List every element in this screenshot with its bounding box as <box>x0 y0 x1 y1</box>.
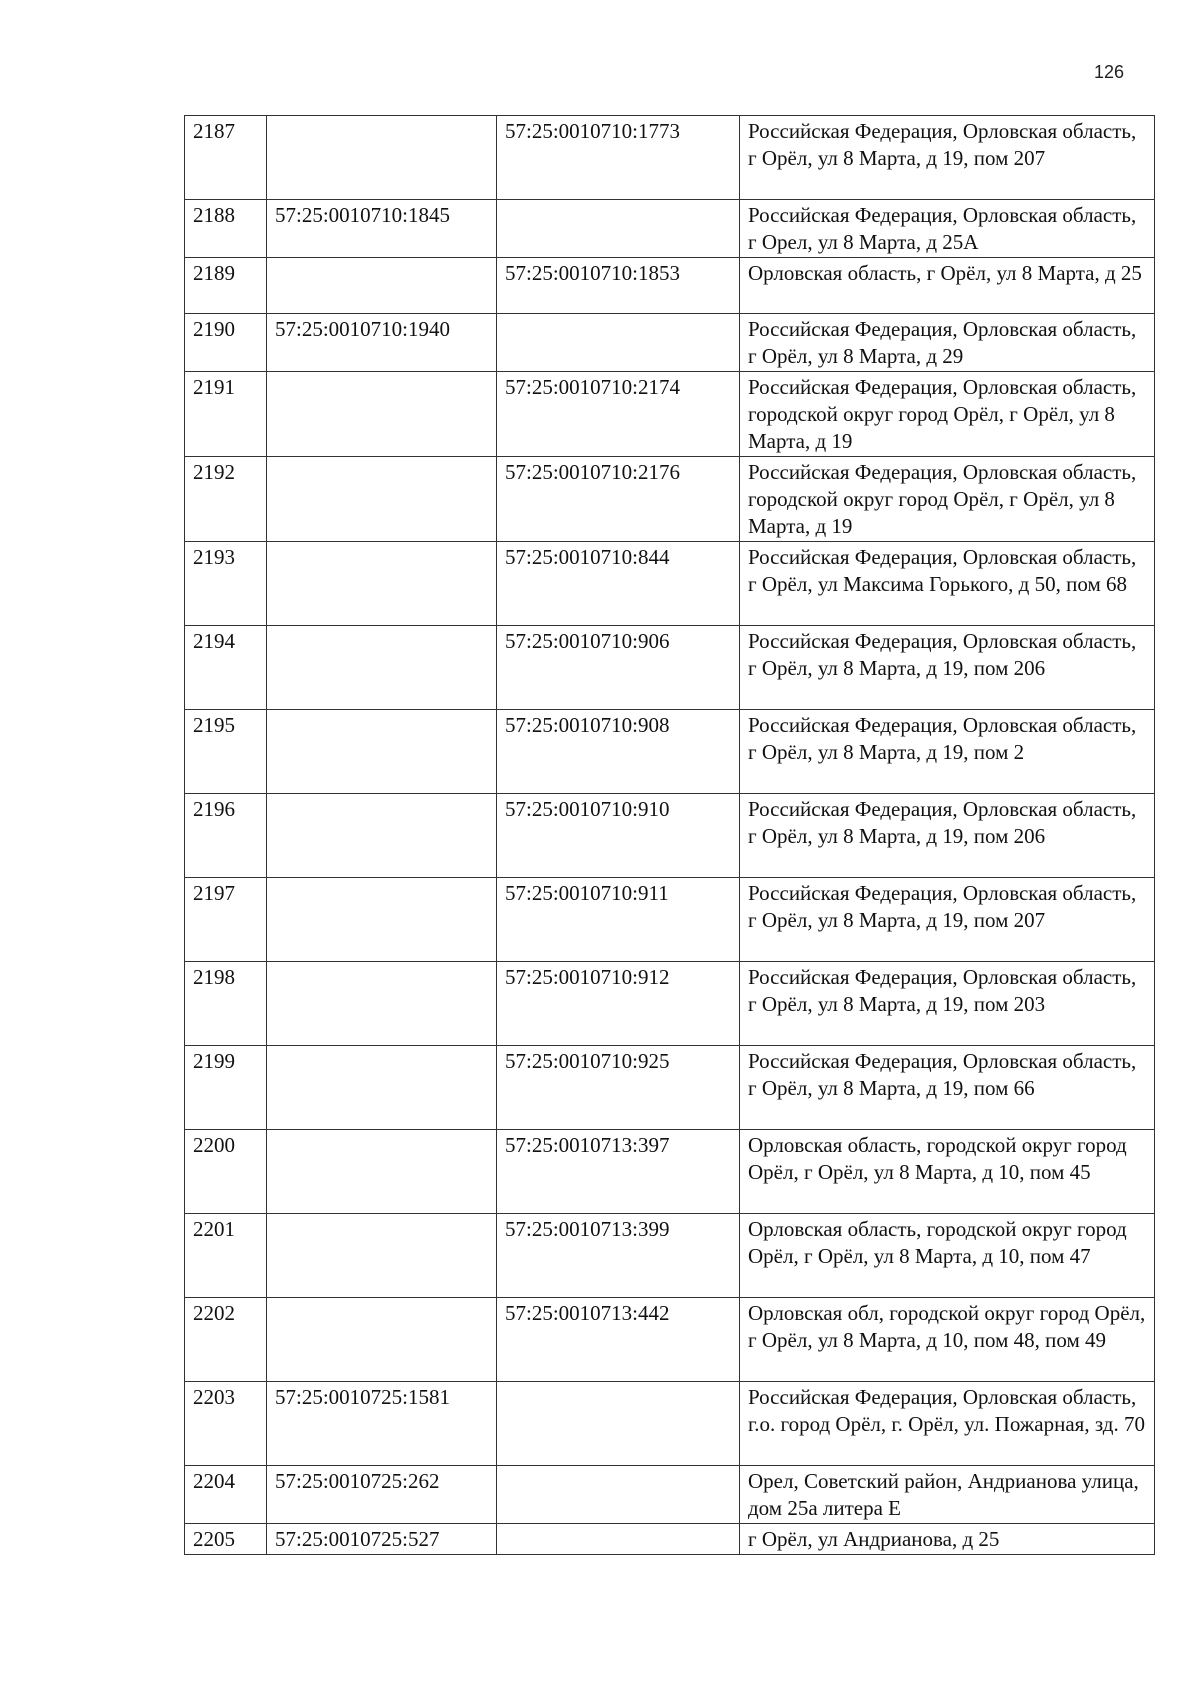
cadastral-number-land <box>267 1214 497 1298</box>
table-row <box>185 1382 1155 1466</box>
cadastral-number-object: 57:25:0010713:397 <box>497 1130 740 1214</box>
cadastral-number-land: 57:25:0010725:1581 <box>267 1382 497 1466</box>
address: Российская Федерация, Орловская область, г Орёл, ул 8 Марта, д 19, пом 207 <box>740 878 1155 962</box>
table-row <box>185 1214 1155 1298</box>
table-row <box>185 372 1155 457</box>
row-number: 2197 <box>185 878 267 962</box>
table-row <box>185 258 1155 314</box>
address: Российская Федерация, Орловская область, г Орёл, ул Максима Горького, д 50, пом 68 <box>740 542 1155 626</box>
cadastral-number-land: 57:25:0010710:1845 <box>267 200 497 258</box>
cadastral-number-land <box>267 878 497 962</box>
cadastral-number-object: 57:25:0010710:910 <box>497 794 740 878</box>
address: Орловская область, городской округ город Орёл, г Орёл, ул 8 Марта, д 10, пом 45 <box>740 1130 1155 1214</box>
table-row <box>185 457 1155 542</box>
table-row <box>185 626 1155 710</box>
cadastral-number-object <box>497 200 740 258</box>
table-row <box>185 200 1155 258</box>
row-number: 2189 <box>185 258 267 314</box>
table-row <box>185 794 1155 878</box>
address: Российская Федерация, Орловская область, г Орёл, ул 8 Марта, д 19, пом 66 <box>740 1046 1155 1130</box>
cadastral-number-land <box>267 258 497 314</box>
row-number: 2199 <box>185 1046 267 1130</box>
address: Российская Федерация, Орловская область, г Орёл, ул 8 Марта, д 19, пом 206 <box>740 626 1155 710</box>
cadastral-number-land: 57:25:0010710:1940 <box>267 314 497 372</box>
table-row <box>185 1298 1155 1382</box>
cadastral-number-object: 57:25:0010710:925 <box>497 1046 740 1130</box>
cadastral-number-land <box>267 794 497 878</box>
table-row <box>185 1046 1155 1130</box>
row-number: 2196 <box>185 794 267 878</box>
table-row <box>185 314 1155 372</box>
cadastral-number-object <box>497 1524 740 1555</box>
row-number: 2203 <box>185 1382 267 1466</box>
address: г Орёл, ул Андрианова, д 25 <box>740 1524 1155 1555</box>
address: Орловская область, г Орёл, ул 8 Марта, д 25 <box>740 258 1155 314</box>
table-row <box>185 1524 1155 1555</box>
cadastral-number-land <box>267 116 497 200</box>
address: Российская Федерация, Орловская область, г Орёл, ул 8 Марта, д 19, пом 203 <box>740 962 1155 1046</box>
address: Российская Федерация, Орловская область, г Орёл, ул 8 Марта, д 19, пом 207 <box>740 116 1155 200</box>
table-row <box>185 542 1155 626</box>
page-number: 126 <box>1094 62 1125 82</box>
row-number: 2200 <box>185 1130 267 1214</box>
cadastral-number-object: 57:25:0010713:399 <box>497 1214 740 1298</box>
row-number: 2191 <box>185 372 267 457</box>
cadastral-number-land <box>267 962 497 1046</box>
address: Российская Федерация, Орловская область, г Орёл, ул 8 Марта, д 19, пом 206 <box>740 794 1155 878</box>
row-number: 2202 <box>185 1298 267 1382</box>
address: Российская Федерация, Орловская область, г Орёл, ул 8 Марта, д 19, пом 2 <box>740 710 1155 794</box>
row-number: 2201 <box>185 1214 267 1298</box>
table-row <box>185 1130 1155 1214</box>
cadastral-number-land: 57:25:0010725:527 <box>267 1524 497 1555</box>
row-number: 2192 <box>185 457 267 542</box>
table-row <box>185 962 1155 1046</box>
cadastral-number-object: 57:25:0010710:1773 <box>497 116 740 200</box>
table-row <box>185 116 1155 200</box>
row-number: 2193 <box>185 542 267 626</box>
registry-table <box>184 115 1155 1555</box>
cadastral-number-object: 57:25:0010710:1853 <box>497 258 740 314</box>
cadastral-number-object: 57:25:0010710:911 <box>497 878 740 962</box>
row-number: 2187 <box>185 116 267 200</box>
cadastral-number-object: 57:25:0010713:442 <box>497 1298 740 1382</box>
cadastral-number-land: 57:25:0010725:262 <box>267 1466 497 1524</box>
cadastral-number-land <box>267 457 497 542</box>
address: Орловская область, городской округ город Орёл, г Орёл, ул 8 Марта, д 10, пом 47 <box>740 1214 1155 1298</box>
table-row <box>185 1466 1155 1524</box>
cadastral-number-object <box>497 1466 740 1524</box>
row-number: 2204 <box>185 1466 267 1524</box>
cadastral-number-object <box>497 1382 740 1466</box>
address: Российская Федерация, Орловская область, г Орёл, ул 8 Марта, д 29 <box>740 314 1155 372</box>
cadastral-number-object: 57:25:0010710:906 <box>497 626 740 710</box>
cadastral-number-land <box>267 626 497 710</box>
cadastral-number-object: 57:25:0010710:908 <box>497 710 740 794</box>
cadastral-number-object: 57:25:0010710:912 <box>497 962 740 1046</box>
cadastral-number-object: 57:25:0010710:2174 <box>497 372 740 457</box>
row-number: 2198 <box>185 962 267 1046</box>
address: Российская Федерация, Орловская область, городской округ город Орёл, г Орёл, ул 8 Марта, д 19 <box>740 457 1155 542</box>
cadastral-number-land <box>267 1298 497 1382</box>
address: Орел, Советский район, Андрианова улица, дом 25а литера Е <box>740 1466 1155 1524</box>
cadastral-number-land <box>267 1046 497 1130</box>
address: Орловская обл, городской округ город Орёл, г Орёл, ул 8 Марта, д 10, пом 48, пом 49 <box>740 1298 1155 1382</box>
cadastral-number-object <box>497 314 740 372</box>
row-number: 2188 <box>185 200 267 258</box>
cadastral-number-land <box>267 710 497 794</box>
table-row <box>185 878 1155 962</box>
cadastral-number-land <box>267 372 497 457</box>
row-number: 2205 <box>185 1524 267 1555</box>
row-number: 2190 <box>185 314 267 372</box>
cadastral-number-object: 57:25:0010710:844 <box>497 542 740 626</box>
row-number: 2195 <box>185 710 267 794</box>
row-number: 2194 <box>185 626 267 710</box>
address: Российская Федерация, Орловская область, городской округ город Орёл, г Орёл, ул 8 Марта, д 19 <box>740 372 1155 457</box>
cadastral-number-object: 57:25:0010710:2176 <box>497 457 740 542</box>
table-row <box>185 710 1155 794</box>
cadastral-number-land <box>267 1130 497 1214</box>
cadastral-number-land <box>267 542 497 626</box>
address: Российская Федерация, Орловская область, г Орел, ул 8 Марта, д 25А <box>740 200 1155 258</box>
address: Российская Федерация, Орловская область, г.о. город Орёл, г. Орёл, ул. Пожарная, зд. 70 <box>740 1382 1155 1466</box>
